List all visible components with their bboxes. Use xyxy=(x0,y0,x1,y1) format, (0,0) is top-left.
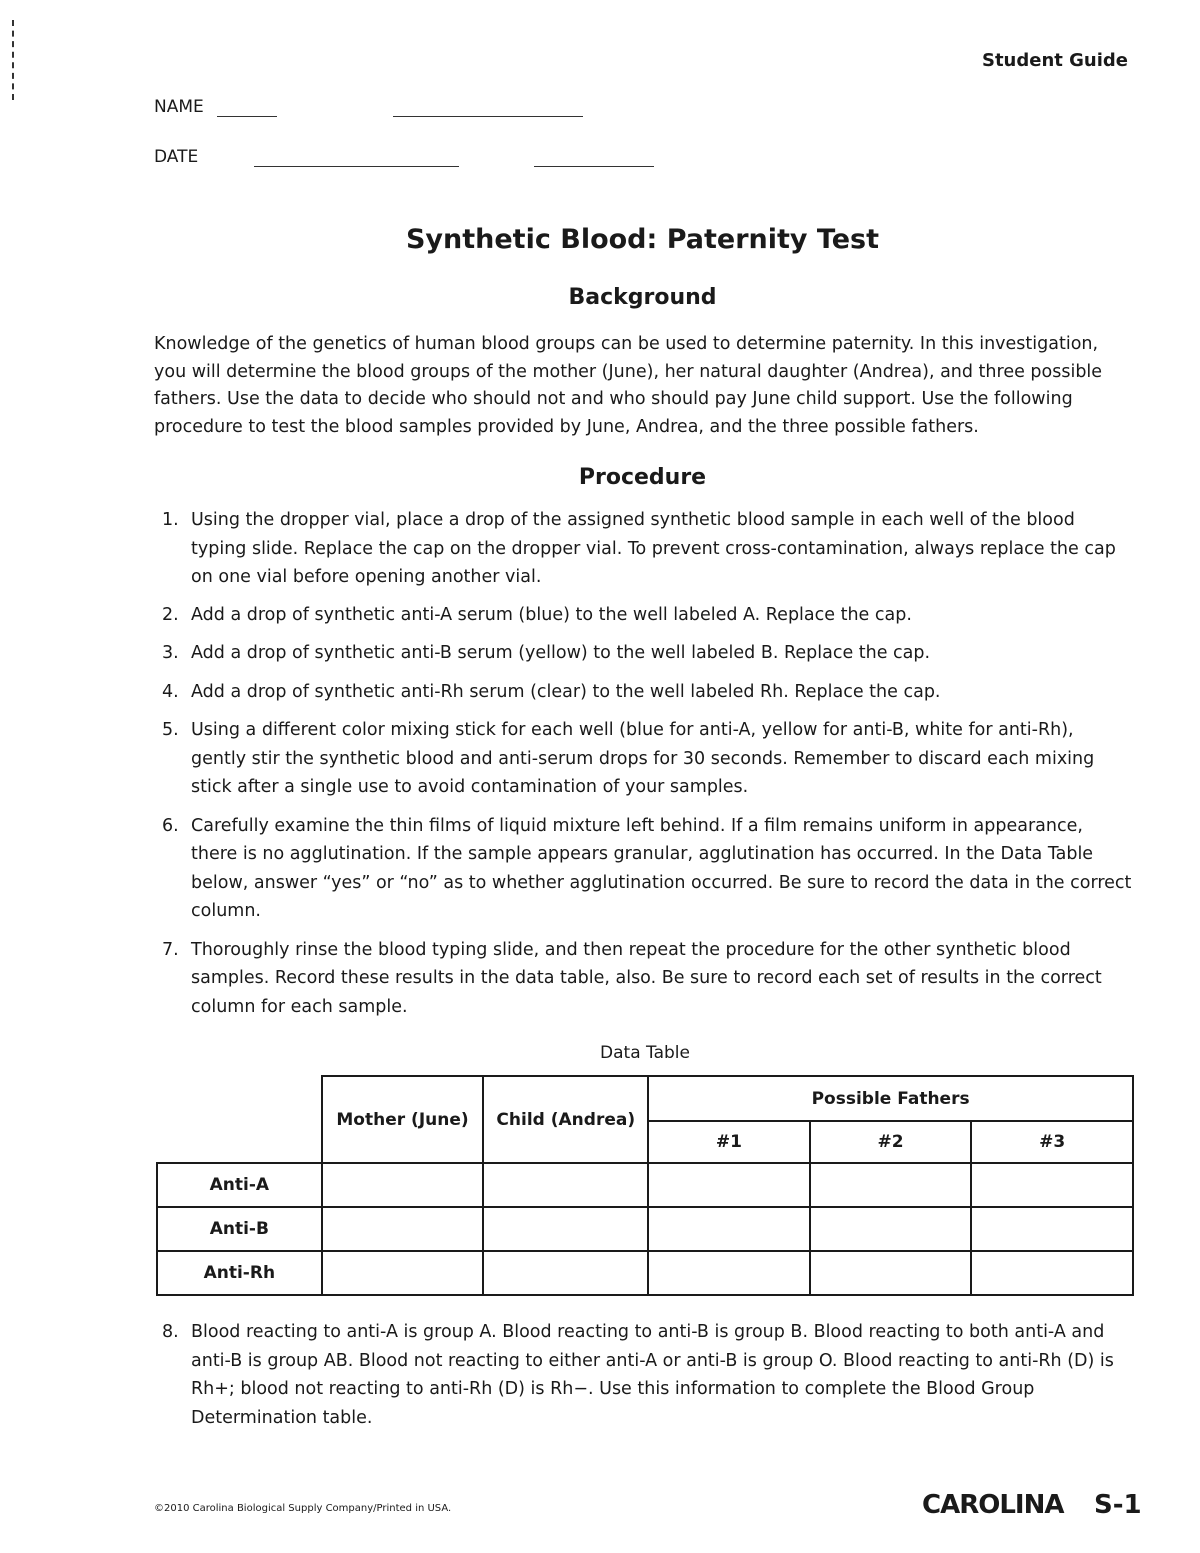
procedure-heading: Procedure xyxy=(578,465,707,490)
step-text: Add a drop of synthetic anti-Rh serum (clear) to the well labeled Rh. Replace the cap. xyxy=(191,681,941,702)
data-table-caption: Data Table xyxy=(600,1043,690,1063)
row-label-anti-b: Anti-B xyxy=(157,1207,322,1251)
data-table xyxy=(156,1075,1134,1296)
carolina-logo: CAROLINA xyxy=(922,1490,1064,1520)
cell-father-2-anti-rh[interactable] xyxy=(810,1251,972,1295)
row-label-anti-rh: Anti-Rh xyxy=(157,1251,322,1295)
procedure-step xyxy=(154,1318,1134,1432)
table-corner xyxy=(157,1076,322,1163)
step-text: Carefully examine the thin films of liquid mixture left behind. If a film remains uniform in appearance, there is no agglutination. If the sample appears granular, agglutination has occurred. In the Data Table below, answer “yes” or “no” as to whether agglutination occurred. Be sure to record the data in the correct column. xyxy=(191,815,1132,921)
cell-mother-anti-rh[interactable] xyxy=(322,1251,484,1295)
column-header-father-3: #3 xyxy=(971,1121,1133,1163)
step-number: 3. xyxy=(162,643,179,663)
step-number: 1. xyxy=(162,510,179,530)
procedure-steps xyxy=(154,506,1134,1021)
cell-child-anti-b[interactable] xyxy=(483,1207,648,1251)
name-field xyxy=(154,97,583,117)
column-header-father-1: #1 xyxy=(648,1121,810,1163)
page-number: S-1 xyxy=(1094,1490,1142,1520)
copyright-notice: ©2010 Carolina Biological Supply Company/Printed in USA. xyxy=(154,1503,452,1514)
cell-father-3-anti-a[interactable] xyxy=(971,1163,1133,1207)
step-text: Add a drop of synthetic anti-B serum (yellow) to the well labeled B. Replace the cap. xyxy=(191,643,931,663)
procedure-step-8-list xyxy=(154,1318,1134,1432)
name-label: NAME xyxy=(154,97,204,117)
procedure-step xyxy=(154,678,1134,707)
row-label-anti-a: Anti-A xyxy=(157,1163,322,1207)
date-line-1 xyxy=(254,166,459,167)
date-line-2 xyxy=(534,166,654,167)
name-line-1 xyxy=(217,116,277,117)
date-label: DATE xyxy=(154,147,199,167)
step-text: Using the dropper vial, place a drop of the assigned synthetic blood sample in each well of the blood typing slide. Replace the cap on the dropper vial. To prevent cross-contamination, always replace the cap on one vial before opening another vial. xyxy=(191,510,1116,587)
step-text: Thoroughly rinse the blood typing slide, and then repeat the procedure for the other synthetic blood samples. Record these results in the data table, also. Be sure to record each set of results in the correct column for each sample. xyxy=(191,939,1102,1017)
student-guide-label: Student Guide xyxy=(981,50,1128,71)
cell-father-2-anti-b[interactable] xyxy=(810,1207,972,1251)
column-header-mother: Mother (June) xyxy=(322,1076,484,1163)
column-header-father-2: #2 xyxy=(810,1121,972,1163)
procedure-step xyxy=(154,936,1134,1022)
cell-father-1-anti-a[interactable] xyxy=(648,1163,810,1207)
name-line-2 xyxy=(393,116,583,117)
procedure-step xyxy=(154,506,1134,592)
step-text: Blood reacting to anti-A is group A. Blood reacting to anti-B is group B. Blood reacting to both anti-A and anti-B is group AB. Blood not reacting to either anti-A or anti-B is group O. Blood reacting to anti-Rh (D) is Rh+; blood not reacting to anti-Rh (D) is Rh−. Use this information to complete the Blood Group Determination table. xyxy=(191,1322,1114,1428)
page-title: Synthetic Blood: Paternity Test xyxy=(405,224,880,255)
cell-father-1-anti-rh[interactable] xyxy=(648,1251,810,1295)
cell-father-3-anti-rh[interactable] xyxy=(971,1251,1133,1295)
step-number: 2. xyxy=(162,604,179,625)
table-row xyxy=(157,1207,1133,1251)
table-row xyxy=(157,1251,1133,1295)
step-text: Add a drop of synthetic anti-A serum (blue) to the well labeled A. Replace the cap. xyxy=(191,604,912,625)
procedure-step xyxy=(154,639,1134,668)
step-number: 8. xyxy=(162,1322,179,1342)
column-header-child: Child (Andrea) xyxy=(483,1076,648,1163)
cell-father-1-anti-b[interactable] xyxy=(648,1207,810,1251)
step-number: 5. xyxy=(162,720,179,740)
column-header-possible-fathers: Possible Fathers xyxy=(648,1076,1133,1121)
procedure-step xyxy=(154,812,1134,926)
cell-child-anti-a[interactable] xyxy=(483,1163,648,1207)
procedure-step xyxy=(154,601,1134,630)
background-text: Knowledge of the genetics of human blood groups can be used to determine paternity. In this investigation, you will determine the blood groups of the mother (June), her natural daughter (Andrea), and three possible fathers. Use the data to decide who should not and who should pay June child support. Use the following procedure to test the blood samples provided by June, Andrea, and the three possible fathers. xyxy=(154,334,1103,437)
cell-mother-anti-b[interactable] xyxy=(322,1207,484,1251)
background-heading: Background xyxy=(568,285,717,310)
step-text: Using a different color mixing stick for each well (blue for anti-A, yellow for anti-B, white for anti-Rh), gently stir the synthetic blood and anti-serum drops for 30 seconds. Remember to discard each mixing stick after a single use to avoid contamination of your samples. xyxy=(191,720,1095,797)
step-number: 7. xyxy=(162,939,179,960)
table-row xyxy=(157,1163,1133,1207)
date-field xyxy=(154,147,654,167)
step-number: 4. xyxy=(162,681,179,702)
cell-mother-anti-a[interactable] xyxy=(322,1163,484,1207)
cell-father-2-anti-a[interactable] xyxy=(810,1163,972,1207)
scan-mark xyxy=(12,20,15,100)
step-number: 6. xyxy=(162,815,179,836)
cell-father-3-anti-b[interactable] xyxy=(971,1207,1133,1251)
cell-child-anti-rh[interactable] xyxy=(483,1251,648,1295)
procedure-step xyxy=(154,716,1134,802)
